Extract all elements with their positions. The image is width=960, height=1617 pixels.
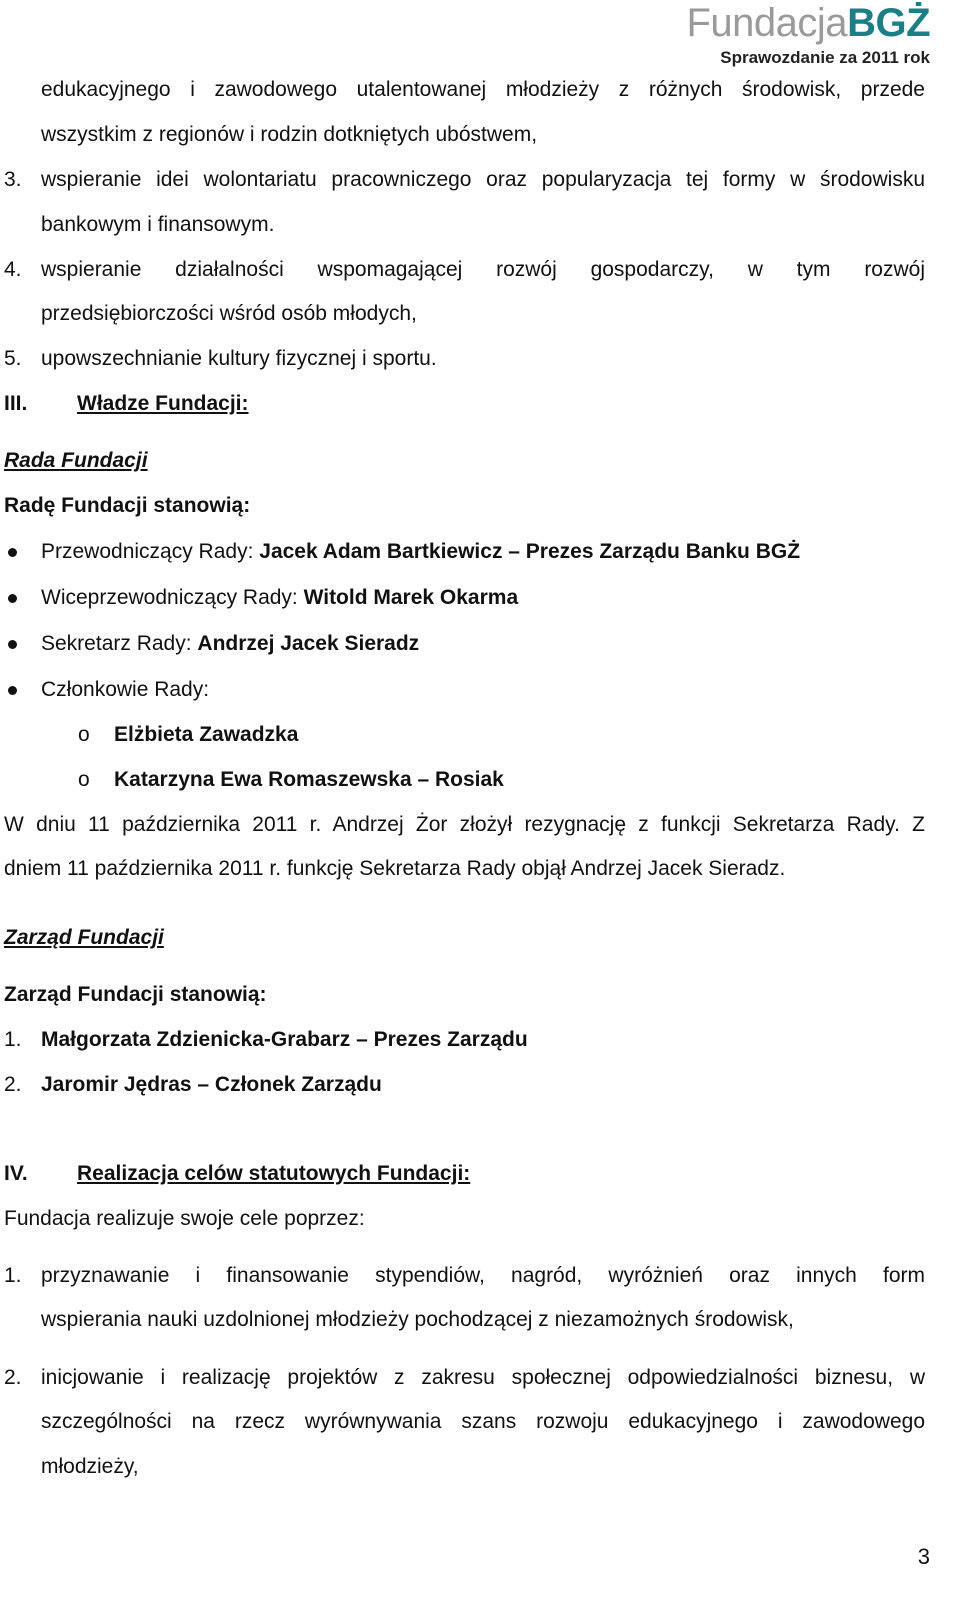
goal-number: 4. — [4, 258, 22, 281]
goal-text: wspieranie idei wolontariatu pracowniczego oraz popularyzacja tej formy w środowisku — [41, 168, 925, 191]
list-item — [41, 676, 209, 704]
zarzad-heading: Zarząd Fundacji — [4, 926, 164, 949]
rada-intro: Radę Fundacji stanowią: — [4, 494, 251, 517]
member-role: Sekretarz Rady: — [41, 632, 198, 655]
member-role: Wiceprzewodniczący Rady: — [41, 586, 304, 609]
page-number: 3 — [917, 1544, 930, 1569]
rada-heading: Rada Fundacji — [4, 449, 148, 472]
zarzad-number: 2. — [4, 1073, 22, 1096]
section-number: IV. — [4, 1162, 28, 1185]
zarzad-number: 1. — [4, 1028, 22, 1051]
realization-number: 2. — [4, 1366, 22, 1389]
sub-bullet-icon: o — [78, 768, 90, 791]
logo-text-fundacja: Fundacja — [686, 1, 848, 45]
section-intro: Fundacja realizuje swoje cele poprzez: — [4, 1207, 365, 1230]
member-role: Członkowie Rady: — [41, 678, 210, 701]
note-line-2: dniem 11 października 2011 r. funkcję Sekretarza Rady objął Andrzej Jacek Sieradz. — [4, 857, 786, 880]
goal-number: 3. — [4, 168, 22, 191]
zarzad-member: Jaromir Jędras – Członek Zarządu — [41, 1073, 382, 1096]
section-title: Władze Fundacji: — [77, 392, 249, 415]
member-role: Przewodniczący Rady: — [41, 540, 260, 563]
goal-text: bankowym i finansowym. — [41, 213, 275, 236]
realization-text: przyznawanie i finansowanie stypendiów, nagród, wyróżnień oraz innych form — [41, 1264, 925, 1287]
bullet-icon — [8, 640, 17, 649]
sub-bullet-icon: o — [78, 723, 90, 746]
list-item — [41, 584, 518, 612]
fundacja-bgz-logo — [687, 0, 931, 46]
sub-list-item: Katarzyna Ewa Romaszewska – Rosiak — [114, 768, 504, 791]
zarzad-intro: Zarząd Fundacji stanowią: — [4, 983, 267, 1006]
list-item — [41, 630, 419, 658]
realization-text: wspierania nauki uzdolnionej młodzieży pochodzącej z niezamożnych środowisk, — [41, 1308, 794, 1331]
bullet-icon — [8, 594, 17, 603]
goal-text: wspieranie działalności wspomagającej rozwój gospodarczy, w tym rozwój — [41, 258, 925, 281]
realization-text: inicjowanie i realizację projektów z zakresu społecznej odpowiedzialności biznesu, w — [41, 1366, 925, 1389]
bullet-icon — [8, 686, 17, 695]
goal-text: przedsiębiorczości wśród osób młodych, — [41, 302, 417, 325]
goal-text: upowszechnianie kultury fizycznej i sportu. — [41, 347, 437, 370]
zarzad-member: Małgorzata Zdzienicka-Grabarz – Prezes Zarządu — [41, 1028, 528, 1051]
realization-number: 1. — [4, 1264, 22, 1287]
intro-line-1: edukacyjnego i zawodowego utalentowanej młodzieży z różnych środowisk, przede — [41, 78, 925, 101]
realization-text: szczególności na rzecz wyrównywania szans rozwoju edukacyjnego i zawodowego — [41, 1410, 925, 1433]
intro-line-2: wszystkim z regionów i rodzin dotkniętych ubóstwem, — [41, 123, 538, 146]
logo-text-bgz: BGŻ — [847, 1, 930, 45]
report-title: Sprawozdanie za 2011 rok — [720, 48, 930, 67]
section-number: III. — [4, 392, 28, 415]
list-item — [41, 538, 800, 566]
note-line-1: W dniu 11 października 2011 r. Andrzej Żor złożył rezygnację z funkcji Sekretarza Rady. Z — [4, 813, 925, 836]
member-name: Jacek Adam Bartkiewicz – Prezes Zarządu Banku BGŻ — [259, 540, 801, 563]
member-name: Witold Marek Okarma — [303, 586, 519, 609]
sub-list-item: Elżbieta Zawadzka — [114, 723, 299, 746]
goal-number: 5. — [4, 347, 22, 370]
bullet-icon — [8, 548, 17, 557]
member-name: Andrzej Jacek Sieradz — [197, 632, 420, 655]
realization-text: młodzieży, — [41, 1455, 139, 1478]
section-title: Realizacja celów statutowych Fundacji: — [77, 1162, 471, 1185]
